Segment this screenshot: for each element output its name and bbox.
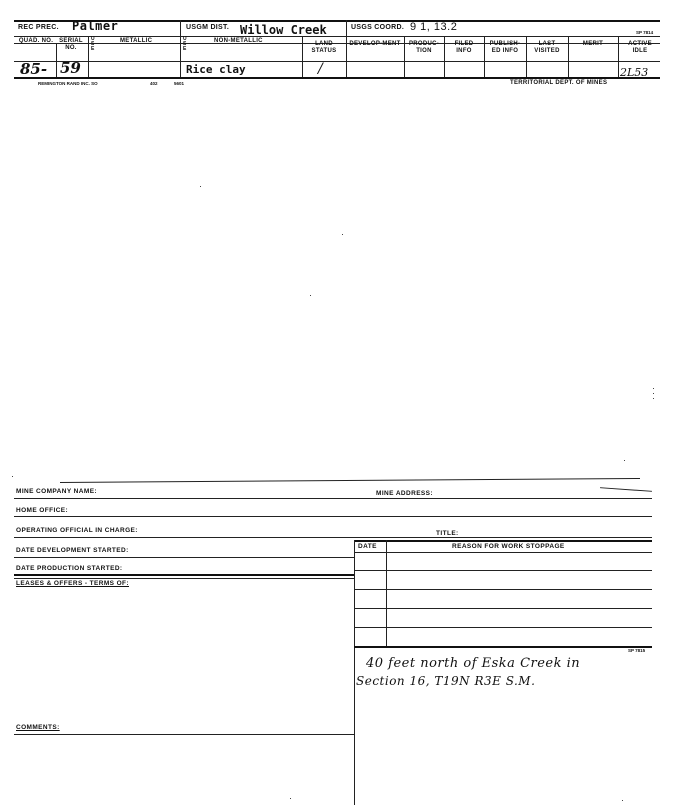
bottom-card-rule [14,574,354,576]
bottom-card-rule [14,516,652,517]
usgs-coord-value: 9 1, 13.2 [410,21,458,33]
top-card-row-rule [14,36,660,37]
stoppage-table-rule [354,570,652,571]
top-card-divider [484,36,485,77]
land-status-header: LAND STATUS [311,41,337,54]
serial-no-header: SERIAL NO. [59,38,83,51]
top-card-divider [618,36,619,77]
scan-speck [12,476,13,477]
published-info-header: PUBLISH-ED INFO [489,41,521,54]
top-form-number: SP 7814 [636,30,654,35]
stoppage-table-divider [386,540,387,648]
non-metallic-header: NON-METALLIC [214,38,263,44]
land-status-value: / [318,61,323,77]
non-metallic-value: Rice clay [186,63,246,76]
merit-header: MERIT [582,41,604,47]
bottom-card-rule [14,734,354,735]
scan-speck [290,798,291,799]
bottom-card-fold-line [60,478,640,483]
reason-column-header: REASON FOR WORK STOPPAGE [452,543,565,550]
bottom-card-rule [14,498,652,499]
stoppage-table-rule [354,627,652,628]
top-card-divider [404,36,405,77]
operating-official-label: OPERATING OFFICIAL IN CHARGE: [16,527,138,534]
mine-company-label: MINE COMPANY NAME: [16,488,97,495]
date-production-label: DATE PRODUCTION STARTED: [16,565,123,572]
top-card-divider [302,36,303,77]
bottom-card-rule [354,540,652,542]
stoppage-table-rule [354,646,652,648]
bottom-card-column-divider [354,540,355,805]
bottom-card-rule [14,557,354,558]
department-name: TERRITORIAL DEPT. OF MINES [510,80,608,86]
scan-speck [653,388,654,389]
quad-value: 85- [20,60,48,78]
printer-credit: REMINGTON RAND INC. SO [38,81,98,86]
bottom-form-number: SP 7815 [628,648,646,653]
scan-speck [342,234,343,235]
use-b-header: U S E [183,36,187,52]
printer-code-b: 5601 [174,81,185,86]
usgs-dist-label: USGM DIST. [186,24,230,31]
metallic-header: METALLIC [120,38,153,44]
location-note-line-2: Section 16, T19N R3E S.M. [356,674,536,688]
location-note-line-1: 40 feet north of Eska Creek in [366,656,581,671]
rec-prec-value: Palmer [72,19,119,33]
top-card-divider [346,20,347,77]
active-idle-value: 2L53 [620,66,649,79]
top-card-divider [568,36,569,77]
comments-label: COMMENTS: [16,724,60,731]
usgs-dist-value: Willow Creek [240,23,327,37]
scan-speck [653,398,654,399]
bottom-card-rule [14,537,652,538]
mine-address-label: MINE ADDRESS: [376,490,433,497]
stoppage-table-rule [354,589,652,590]
date-column-header: DATE [358,543,377,550]
use-a-header: U S E [91,36,95,52]
development-header: DEVELOP-MENT [349,41,401,47]
bottom-card-fold-line [600,487,652,492]
top-card-divider [526,36,527,77]
production-header: PRODUC-TION [408,41,440,54]
top-card-bottom-rule [14,77,660,79]
title-label: TITLE: [436,530,459,537]
home-office-label: HOME OFFICE: [16,507,69,514]
top-card-value-rule [14,61,660,62]
bottom-card-rule [14,578,354,579]
stoppage-table-rule [354,552,652,553]
top-card-divider [444,36,445,77]
rec-prec-label: REC PREC. [18,24,59,31]
quad-no-header: QUAD. NO. [18,38,54,44]
usgs-coord-label: USGS COORD. [351,24,405,31]
top-card-divider [180,20,181,77]
scan-speck [622,800,623,801]
active-idle-header: ACTIVE IDLE [628,41,652,54]
serial-value: 59 [60,59,81,77]
top-card-divider [88,36,89,77]
stoppage-table-rule [354,608,652,609]
last-visited-header: LAST VISITED [534,41,560,54]
scan-speck [310,295,311,296]
filed-info-header: FILED INFO [454,41,474,54]
date-development-label: DATE DEVELOPMENT STARTED: [16,547,129,554]
scan-speck [200,186,201,187]
scan-speck [624,460,625,461]
leases-offers-label: LEASES & OFFERS - TERMS OF: [16,580,129,587]
scan-speck [653,393,654,394]
printer-code-a: 402 [150,81,158,86]
